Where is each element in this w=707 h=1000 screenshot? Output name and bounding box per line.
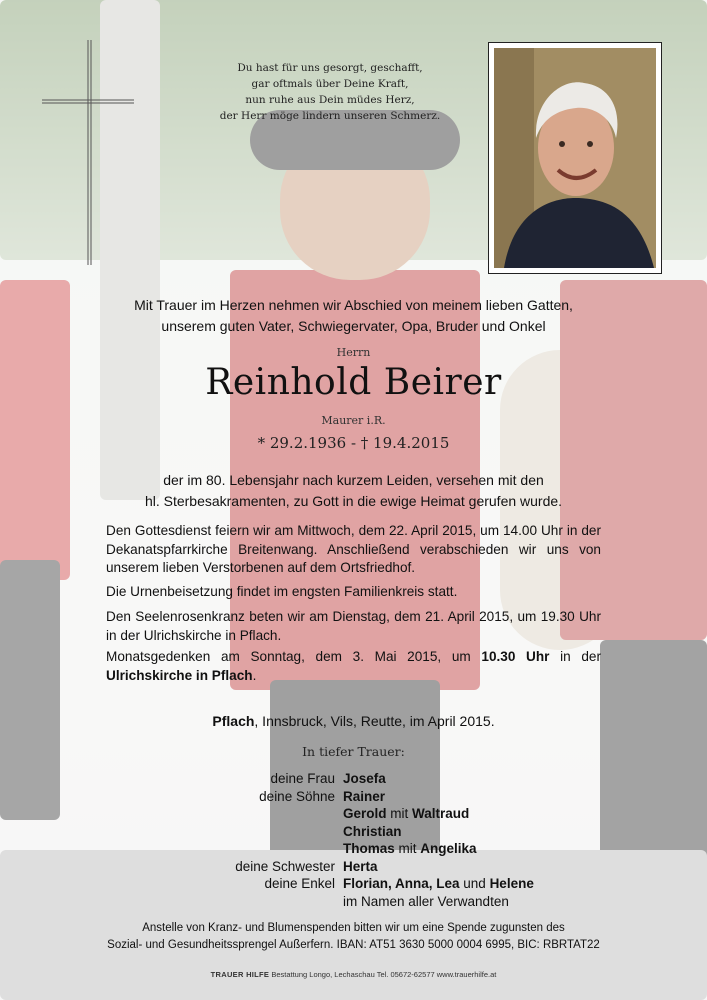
footer bbox=[0, 970, 707, 979]
mourner-name: Josefa bbox=[343, 771, 386, 786]
verse bbox=[200, 60, 460, 124]
mourner-name: Florian, Anna, Lea bbox=[343, 876, 460, 891]
deceased-name: Reinhold Beirer bbox=[205, 362, 502, 403]
donation-line: Anstelle von Kranz- und Blumenspenden bitten wir um eine Spende zugunsten des bbox=[142, 922, 565, 934]
place-rest: , Innsbruck, Vils, Reutte, im April 2015. bbox=[254, 713, 495, 729]
urn-paragraph: Die Urnenbeisetzung findet im engsten Familienkreis statt. bbox=[106, 584, 458, 599]
memorial-place: Ulrichskirche in Pflach bbox=[106, 667, 253, 683]
memorial-paragraph bbox=[106, 648, 601, 685]
mourner-row bbox=[160, 805, 580, 823]
mourner-connector: mit bbox=[394, 841, 421, 856]
portrait-frame bbox=[488, 42, 662, 274]
mourner-partner: Waltraud bbox=[412, 806, 470, 821]
mourner-relation: deine Schwester bbox=[235, 858, 335, 874]
intro-line: unserem guten Vater, Schwiegervater, Opa, Bruder und Onkel bbox=[161, 318, 546, 334]
mourners-list bbox=[160, 770, 580, 910]
mourner-row bbox=[160, 893, 580, 911]
mourner-relation: deine Frau bbox=[270, 771, 335, 786]
place-bold: Pflach bbox=[212, 713, 255, 729]
mourner-row bbox=[160, 858, 580, 876]
mourner-relation: deine Enkel bbox=[264, 876, 335, 891]
life-dates: * 29.2.1936 - † 19.4.2015 bbox=[257, 434, 450, 452]
mourner-note: im Namen aller Verwandten bbox=[343, 893, 509, 909]
intro-text bbox=[60, 295, 647, 337]
mourner-row bbox=[160, 770, 580, 788]
memorial-text: in der bbox=[549, 649, 601, 664]
mourner-row bbox=[160, 840, 580, 858]
verse-line: der Herr möge lindern unseren Schmerz. bbox=[219, 110, 441, 122]
memorial-text: . bbox=[252, 667, 257, 683]
mourner-name: Christian bbox=[343, 823, 402, 839]
donation-note bbox=[40, 920, 667, 954]
salutation: Herrn bbox=[336, 346, 371, 359]
mourner-row bbox=[160, 823, 580, 841]
footer-brand: TRAUER HILFE bbox=[210, 970, 270, 979]
verse-line: nun ruhe aus Dein müdes Herz, bbox=[245, 94, 415, 106]
place-date-line bbox=[0, 713, 707, 729]
mourner-partner: Helene bbox=[489, 876, 534, 891]
mourner-name: Herta bbox=[343, 858, 378, 874]
footer-contact: Bestattung Longo, Lechaschau Tel. 05672-62577 www.trauerhilfe.at bbox=[269, 970, 497, 979]
mourner-partner: Angelika bbox=[420, 841, 477, 856]
memorial-text: Monatsgedenken am Sonntag, dem 3. Mai 2015, um bbox=[106, 649, 482, 664]
mourner-relation: deine Söhne bbox=[259, 788, 335, 804]
portrait-photo bbox=[494, 48, 656, 268]
mourner-connector: und bbox=[459, 876, 490, 891]
mourner-name: Rainer bbox=[343, 788, 386, 804]
verse-line: Du hast für uns gesorgt, geschafft, bbox=[237, 62, 423, 74]
mourner-row bbox=[160, 788, 580, 806]
intro-line: Mit Trauer im Herzen nehmen wir Abschied von meinem lieben Gatten, bbox=[134, 297, 573, 313]
cross-icon bbox=[42, 40, 134, 265]
memorial-time: 10.30 Uhr bbox=[481, 649, 550, 664]
mourner-name: Gerold bbox=[343, 806, 387, 821]
profession: Maurer i.R. bbox=[321, 414, 386, 427]
mourner-connector: mit bbox=[386, 806, 413, 821]
service-paragraph: Den Gottesdienst feiern wir am Mittwoch, dem 22. April 2015, um 14.00 Uhr in der Dekanatspfarrkirche Breitenwang. Anschließend verabschieden wir uns von unserem lieben Verstorbenen auf dem Ortsfriedhof. bbox=[106, 523, 601, 575]
mourner-row bbox=[160, 875, 580, 893]
in-deep-mourning: In tiefer Trauer: bbox=[302, 744, 405, 759]
death-text-line: der im 80. Lebensjahr nach kurzem Leiden, versehen mit den bbox=[163, 472, 544, 488]
donation-line: Sozial- und Gesundheitssprengel Außerfern. IBAN: AT51 3630 5000 0004 6995, BIC: RBRTAT22 bbox=[107, 939, 600, 951]
death-text-line: hl. Sterbesakramenten, zu Gott in die ewige Heimat gerufen wurde. bbox=[144, 493, 563, 509]
rosary-paragraph: Den Seelenrosenkranz beten wir am Dienstag, dem 21. April 2015, um 19.30 Uhr in der Ulrichskirche in Pflach. bbox=[106, 609, 601, 643]
verse-line: gar oftmals über Deine Kraft, bbox=[251, 78, 409, 90]
death-text bbox=[60, 470, 647, 512]
mourner-name: Thomas bbox=[343, 841, 395, 856]
